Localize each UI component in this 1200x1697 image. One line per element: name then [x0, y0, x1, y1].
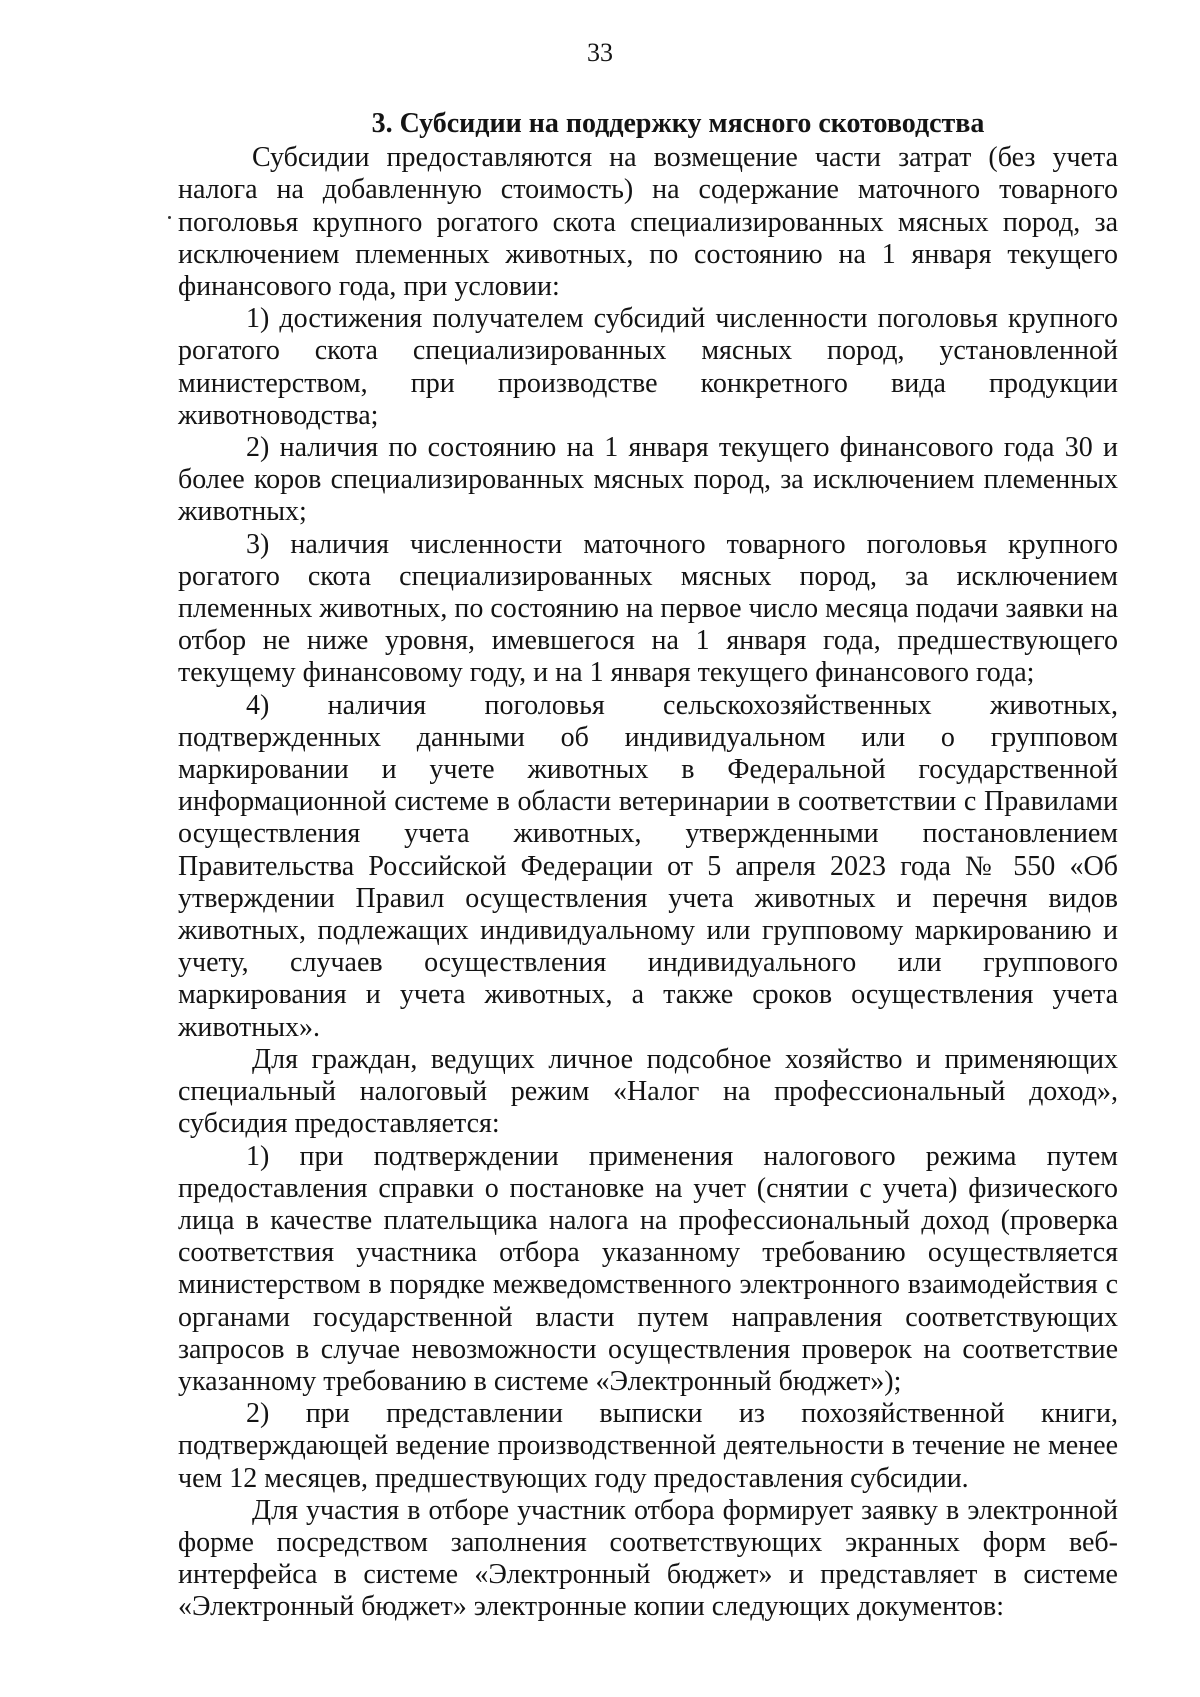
list-item-condition-2: 2) наличия по состоянию на 1 января текущего финансового года 30 и более коров специализированных мясных пород, за исключением племенных животных; — [178, 432, 1118, 528]
list-item-citizens-2: 2) при представлении выписки из похозяйственной книги, подтверждающей ведение производственной деятельности в течение не менее чем 12 месяцев, предшествующих году предоставления субсидии. — [178, 1398, 1118, 1494]
paragraph-intro: Субсидии предоставляются на возмещение части затрат (без учета налога на добавленную стоимость) на содержание маточного товарного поголовья крупного рогатого скота специализированных мясных пород, за исключением племенных животных, по состоянию на 1 января текущего финансового года, при условии: — [178, 142, 1118, 303]
section-heading: 3. Субсидии на поддержку мясного скотоводства — [371, 108, 985, 139]
paragraph-application: Для участия в отборе участник отбора формирует заявку в электронной форме посредством заполнения соответствующих экранных форм веб-интерфейса в системе «Электронный бюджет» и представляет в системе «Электронный бюджет» электронные копии следующих документов: — [178, 1494, 1118, 1623]
document-body — [178, 108, 1118, 1624]
paragraph-citizens: Для граждан, ведущих личное подсобное хозяйство и применяющих специальный налоговый режим «Налог на профессиональный доход», субсидия предоставляется: — [178, 1043, 1118, 1140]
scan-artifact-dot — [168, 216, 171, 219]
list-item-condition-1: 1) достижения получателем субсидий численности поголовья крупного рогатого скота специализированных мясных пород, установленной министерством, при производстве конкретного вида продукции животноводства; — [178, 303, 1118, 431]
list-item-citizens-1: 1) при подтверждении применения налогового режима путем предоставления справки о постановке на учет (снятии с учета) физического лица в качестве плательщика налога на профессиональный доход (проверка соответствия участника отбора указанному требованию осуществляется министерством в порядке межведомственного электронного взаимодействия с органами государственной власти путем направления соответствующих запросов в случае невозможности осуществления проверок на соответствие указанному требованию в системе «Электронный бюджет»); — [178, 1140, 1118, 1397]
page-number: 33 — [587, 38, 613, 67]
list-item-condition-4: 4) наличия поголовья сельскохозяйственных животных, подтвержденных данными об индивидуальном или о групповом маркировании и учете животных в Федеральной государственной информационной системе в области ветеринарии в соответствии с Правилами осуществления учета животных, утвержденными постановлением Правительства Российской Федерации от 5 апреля 2023 года № 550 «Об утверждении Правил осуществления учета животных и перечня видов животных, подлежащих индивидуальному или групповому маркированию и учету, случаев осуществления индивидуального или группового маркирования и учета животных, а также сроков осуществления учета животных». — [178, 689, 1118, 1043]
list-item-condition-3: 3) наличия численности маточного товарного поголовья крупного рогатого скота специализированных мясных пород, за исключением племенных животных, по состоянию на первое число месяца подачи заявки на отбор не ниже уровня, имевшегося на 1 января года, предшествующего текущему финансовому году, и на 1 января текущего финансового года; — [178, 528, 1119, 689]
